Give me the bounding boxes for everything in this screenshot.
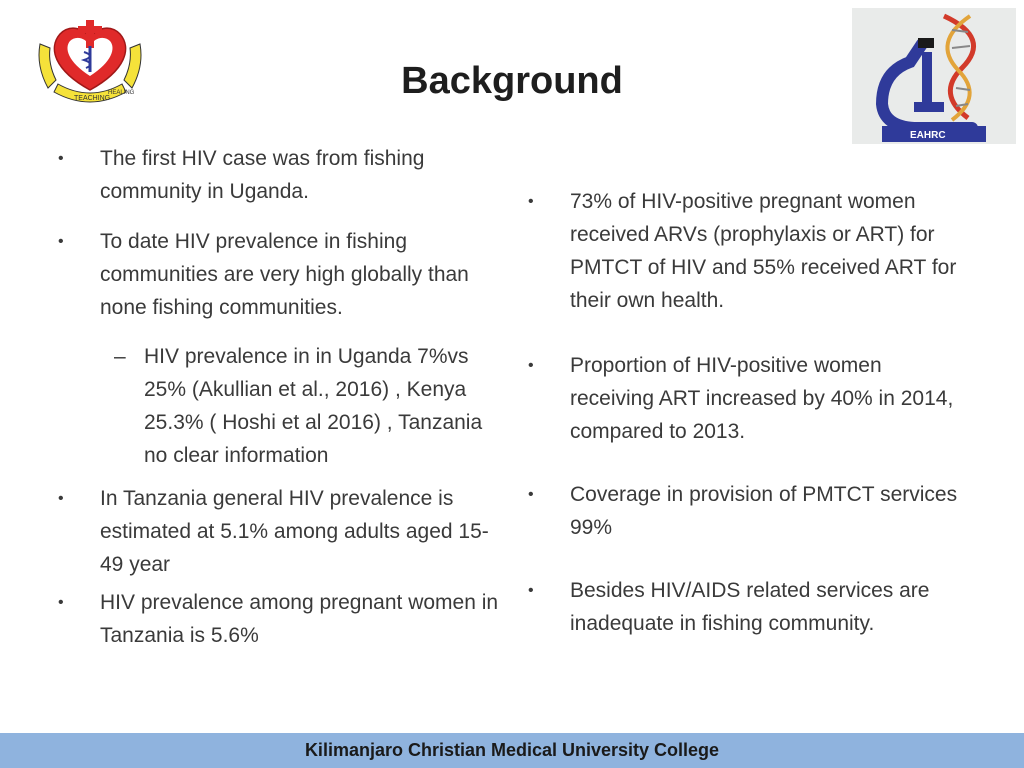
list-item: • HIV prevalence among pregnant women in Tanzania is 5.6% bbox=[58, 586, 508, 652]
footer-text: Kilimanjaro Christian Medical University College bbox=[304, 740, 720, 760]
right-column bbox=[528, 185, 968, 640]
bullet-icon: • bbox=[58, 594, 64, 611]
svg-text:HEALING: HEALING bbox=[108, 90, 135, 96]
list-item: • To date HIV prevalence in fishing communities are very high globally than none fishing communities. bbox=[58, 225, 508, 324]
bullet-icon: • bbox=[528, 357, 534, 374]
bullet-icon: • bbox=[528, 193, 534, 210]
list-item: • Besides HIV/AIDS related services are inadequate in fishing community. bbox=[528, 574, 968, 640]
sub-list-item: – HIV prevalence in in Uganda 7%vs 25% (Akullian et al., 2016) , Kenya 25.3% ( Hoshi et al 2016) , Tanzania no clear information bbox=[58, 340, 508, 472]
bullet-icon: • bbox=[528, 582, 534, 599]
list-item: • Coverage in provision of PMTCT services 99% bbox=[528, 478, 968, 544]
bullet-icon: • bbox=[58, 150, 64, 167]
page-title: Background bbox=[401, 60, 623, 102]
list-item: • In Tanzania general HIV prevalence is estimated at 5.1% among adults aged 15-49 year bbox=[58, 482, 508, 581]
svg-text:EAHRC: EAHRC bbox=[910, 130, 946, 141]
dash-icon: – bbox=[114, 345, 126, 368]
bullet-icon: • bbox=[58, 490, 64, 507]
svg-text:TEACHING: TEACHING bbox=[74, 95, 111, 102]
footer-bar bbox=[0, 733, 1024, 768]
list-item: • Proportion of HIV-positive women receiving ART increased by 40% in 2014, compared to 2013. bbox=[528, 349, 968, 448]
bullet-icon: • bbox=[528, 486, 534, 503]
list-item: • The first HIV case was from fishing community in Uganda. bbox=[58, 142, 508, 208]
left-column bbox=[58, 142, 508, 652]
list-item: • 73% of HIV-positive pregnant women received ARVs (prophylaxis or ART) for PMTCT of HIV and 55% received ART for their own health. bbox=[528, 185, 968, 317]
bullet-icon: • bbox=[58, 233, 64, 250]
